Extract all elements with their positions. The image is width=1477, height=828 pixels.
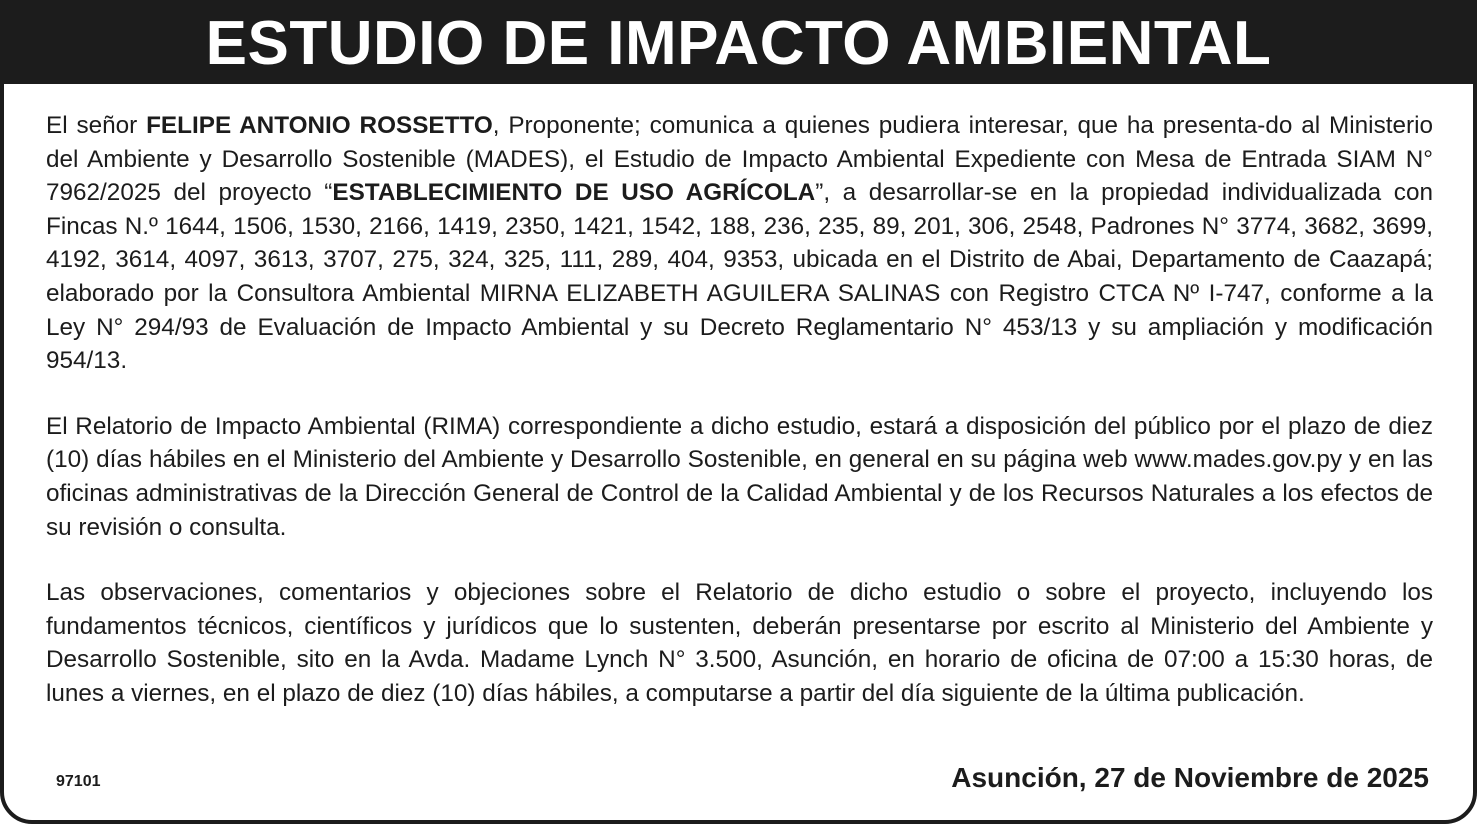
proponent-name: FELIPE ANTONIO ROSSETTO — [146, 112, 493, 139]
p1-text-1: El señor — [46, 112, 147, 139]
paragraph-proponent — [46, 109, 1433, 378]
dateline: Asunción, 27 de Noviembre de 2025 — [951, 762, 1429, 793]
p1-text-3: ”, a desarrollar-se en la propiedad individualizada con Fincas N.º 1644, 1506, 1530, 2166, 1419, 2350, 1421, 1542, 188, 236, 235, 89, 201, 306, 2548, Padrones N° 3774, 3682, 3699, 4192, 3614, 4097, 3613, 3707, 275, 324, 325, 111, 289, 404, 9353, ubicada en el Distrito de Abai, Departamento de Caazapá; elaborado por la Consultora Ambiental MIRNA ELIZABETH AGUILERA SALINAS con Registro CTCA Nº I-747, conforme a la Ley N° 294/93 de Evaluación de Impacto Ambiental y su Decreto Reglamentario N° 453/13 y su ampliación y modificación 954/13. — [46, 179, 1433, 375]
project-name: ESTABLECIMIENTO DE USO AGRÍCOLA — [332, 179, 816, 207]
notice-body — [46, 109, 1433, 743]
notice-code: 97101 — [56, 773, 101, 790]
notice-title: ESTUDIO DE IMPACTO AMBIENTAL — [205, 9, 1272, 78]
paragraph-observations: Las observaciones, comentarios y objeciones sobre el Relatorio de dicho estudio o sobre el proyecto, incluyendo los fundamentos técnicos, científicos y jurídicos que lo sustenten, deberán presentarse por escrito al Ministerio del Ambiente y Desarrollo Sostenible, sito en la Avda. Madame Lynch N° 3.500, Asunción, en horario de oficina de 07:00 a 15:30 horas, de lunes a viernes, en el plazo de diez (10) días hábiles, a computarse a partir del día siguiente de la última publicación. — [46, 579, 1433, 707]
p1-text-2: , Proponente; comunica a quienes pudiera interesar, que ha presenta-do al Ministerio del Ambiente y Desarrollo Sostenible (MADES), el Estudio de Impacto Ambiental Expediente con Mesa de Entrada SIAM N° 7962/2025 del proyecto “ — [46, 112, 1433, 207]
paragraph-rima: El Relatorio de Impacto Ambiental (RIMA) correspondiente a dicho estudio, estará a disposición del público por el plazo de diez (10) días hábiles en el Ministerio del Ambiente y Desarrollo Sostenible, en general en su página web www.mades.gov.py y en las oficinas administrativas de la Dirección General de Control de la Calidad Ambiental y de los Recursos Naturales a los efectos de su revisión o consulta. — [46, 412, 1433, 541]
title-bar — [4, 4, 1473, 84]
